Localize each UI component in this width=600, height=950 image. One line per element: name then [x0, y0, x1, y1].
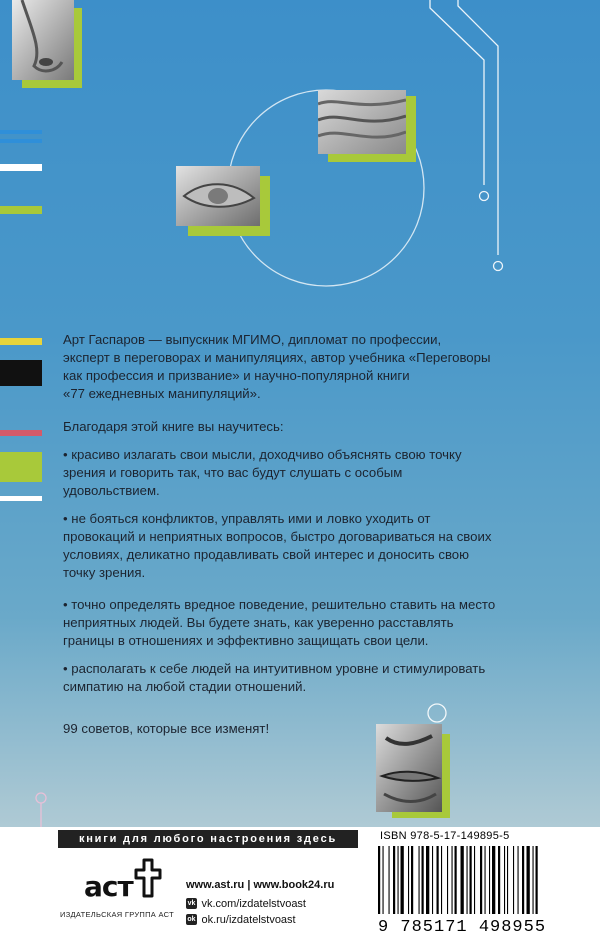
eye-sculpture-photo	[176, 166, 260, 226]
barcode-digits: 9 785171 498955	[378, 918, 547, 937]
stripe-green-1	[0, 206, 42, 214]
ok-icon: ok	[187, 916, 196, 924]
nose-sculpture-photo	[12, 0, 74, 80]
closing-line: 99 советов, которые все изменят!	[63, 721, 270, 736]
vk-icon: vk	[187, 900, 196, 908]
stripe-black	[0, 360, 42, 386]
stripe-blue-1	[0, 130, 42, 134]
bullet-1: • красиво излагать свои мысли, доходчиво объяснять свою точку зрения и говорить так, что вас будут слушать с особым удовольствием.	[63, 447, 462, 498]
bullet-3: • точно определять вредное поведение, решительно ставить на место неприятных людей. Вы будете знать, как уверенно расставлять границы в отношениях и эффективно защищать свои цели.	[63, 597, 496, 648]
publisher-group-label: ИЗДАТЕЛЬСКАЯ ГРУППА АСТ	[60, 910, 174, 919]
ok-link-row[interactable]	[186, 911, 296, 929]
stripe-red	[0, 430, 42, 436]
slogan-banner: книги для любого настроения здесь	[58, 830, 358, 848]
barcode-icon	[376, 846, 584, 916]
bullet-4: • располагать к себе людей на интуитивном уровне и стимулировать симпатию на любой стадии отношений.	[63, 661, 486, 694]
hair-sculpture-photo	[318, 90, 406, 154]
stripe-yellow	[0, 338, 42, 345]
stripe-green-2	[0, 452, 42, 482]
logo-text: аст	[84, 870, 133, 903]
ok-link[interactable]: ok.ru/izdatelstvoast	[201, 913, 296, 926]
bullet-2: • не бояться конфликтов, управлять ими и ловко уходить от провокаций и неприятных вопросов, быстро договариваться на своих условиях, деликатно продавливать свой интерес и доносить свою точку зрения.	[63, 511, 492, 580]
web-links[interactable]: www.ast.ru | www.book24.ru	[186, 879, 335, 891]
publisher-logo	[78, 856, 168, 906]
intro-line: Благодаря этой книге вы научитесь:	[63, 419, 284, 434]
author-description: Арт Гаспаров — выпускник МГИМО, дипломат по профессии, эксперт в переговорах и манипуляциях, автор учебника «Переговоры как профессия и призвание» и научно-популярной книги «77 ежедневных манипуляций».	[63, 332, 491, 401]
stripe-blue-2	[0, 139, 42, 143]
stripe-white-1	[0, 164, 42, 171]
stripe-white-2	[0, 496, 42, 501]
isbn: ISBN 978-5-17-149895-5	[380, 830, 510, 842]
vk-link[interactable]: vk.com/izdatelstvoast	[201, 897, 306, 910]
